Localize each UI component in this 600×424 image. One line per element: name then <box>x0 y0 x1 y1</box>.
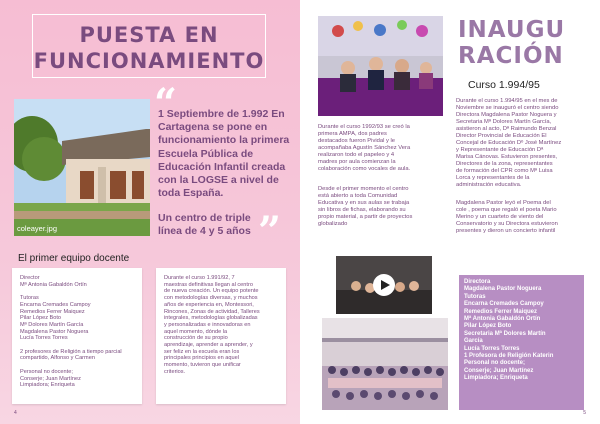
team-card-line <box>20 362 136 369</box>
staff-line: Limpiadora; Enriqueta <box>464 375 528 382</box>
team-card-line: Encarna Cremades Campoy <box>20 301 91 308</box>
staff-line: Personal no docente; <box>464 360 526 367</box>
ampa-line: Durante el curso 1992/93 se creó la <box>318 124 410 130</box>
community-paragraph <box>318 186 450 228</box>
inauguration-line: y Representante de Educación Dª <box>456 147 544 153</box>
page-number: 4 <box>14 410 17 416</box>
inauguration-line: asistieron al acto, Dª Raimundo Benzal <box>456 126 557 132</box>
ampa-line: primera AMPA, dos padres <box>318 131 387 137</box>
ampa-line: madres por aula comienzan la <box>318 159 396 165</box>
course-card-line: ser feliz en la escuela eran los <box>164 348 240 355</box>
ampa-paragraph <box>318 124 450 173</box>
staff-line: Encarna Cremades Campoy <box>464 301 544 308</box>
title-frame <box>32 14 266 78</box>
course-card-line: aprendizaje, aprender a aprender, y <box>164 342 253 349</box>
course-card-line: integrales, metodologías globalizadas <box>164 315 258 322</box>
team-card <box>12 268 142 404</box>
team-card-line: Mª Antonia Gabaldón Ortín <box>20 281 87 288</box>
course-card <box>156 268 286 404</box>
community-line: Educativa y en sus aulas se trabaja <box>318 200 410 206</box>
children-gym-illustration <box>322 318 448 410</box>
course-card-text <box>164 275 280 376</box>
course-card-line: Rincones, Zonas de actividad, Talleres <box>164 308 260 315</box>
staff-line: 1 Profesora de Religión Katerin <box>464 353 554 360</box>
inauguration-line: Lorca y representantes de la <box>456 175 530 181</box>
inauguration-line: Marisa Cánovas. Estuvieron presentes, <box>456 154 558 160</box>
course-title: Curso 1.994/95 <box>468 79 540 91</box>
inauguration-photo <box>318 16 443 116</box>
play-icon[interactable] <box>372 273 396 297</box>
course-card-line: construcción de su propio <box>164 335 228 342</box>
inauguration-line: administración educativa. <box>456 182 522 188</box>
inauguration-line: Noviembre se inauguró el centro siendo <box>456 105 559 111</box>
ampa-line: destacados fueron Pividal y le <box>318 138 396 144</box>
team-card-line: Remedios Ferrer Maiquez <box>20 308 85 315</box>
staff-line: Mª Antonia Gabaldón Ortín <box>464 316 541 323</box>
team-card-line: Personal no docente; <box>20 368 73 375</box>
team-card-line: Lucía Torres Torres <box>20 335 68 342</box>
community-line: está abierto a toda Comunidad <box>318 193 398 199</box>
children-gym-photo <box>322 318 448 410</box>
course-card-line: principales principios en aquel <box>164 355 239 362</box>
community-line: Desde el primer momento el centro <box>318 186 409 192</box>
staff-line: Conserje; Juan Martínez <box>464 367 534 374</box>
team-card-line: Pilar López Boto <box>20 315 62 322</box>
course-card-line: maestras definitivas llegan al centro <box>164 281 253 288</box>
close-quote-icon: ” <box>258 208 282 255</box>
open-quote-icon: “ <box>154 80 178 127</box>
page-number: 5 <box>583 410 586 416</box>
team-card-line <box>20 288 136 295</box>
poem-line: Merino y un cuarteto de viento del <box>456 214 544 220</box>
team-heading: El primer equipo docente <box>18 253 130 264</box>
inauguration-title-line-1: INAUGU <box>458 17 566 43</box>
course-card-line: de nueva creación. Un equipo potente <box>164 288 259 295</box>
founding-pullquote: 1 Septiembre de 1.992 En Cartagena se pone en funcionamiento la primera Escuela Pública de Educación Infantil creada con la LOGSE a nivel de toda España. <box>158 108 290 200</box>
team-card-line: 2 profesores de Religión a tiempo parcial <box>20 348 122 355</box>
staff-line: Pilar López Boto <box>464 323 512 330</box>
school-building-photo <box>14 99 150 236</box>
ampa-line: acompañaba Agustín Sánchez Vera <box>318 145 411 151</box>
inauguration-line: Durante el curso 1.994/95 en el mes de <box>456 98 558 104</box>
team-card-list <box>20 275 136 389</box>
team-card-line: Tutoras <box>20 295 39 302</box>
community-line: sin libros de fichas, elaborando su <box>318 207 406 213</box>
course-card-line: años de experiencia en, Montessori, <box>164 301 254 308</box>
staff-box <box>459 275 584 410</box>
staff-line: Secretaria Mª Dolores Martín <box>464 330 546 337</box>
poem-line: Magdalena Pastor leyó el Poema del <box>456 200 551 206</box>
course-card-line: aquel momento, dónde la <box>164 328 228 335</box>
photo-caption: coleayer.jpg <box>17 224 58 233</box>
team-card-line: Conserje; Juan Martínez <box>20 375 81 382</box>
ampa-line: colaboración como vocales de aula. <box>318 166 411 172</box>
poem-line: presentes y dieron un concierto infantil <box>456 228 556 234</box>
course-card-line: momento, tuvieron que unificar <box>164 362 241 369</box>
course-card-line: con metodologías diversas, y muchos <box>164 295 258 302</box>
inauguration-paragraph <box>456 98 596 189</box>
poem-line: cole , poema que regaló el poeta Mario <box>456 207 557 213</box>
page-title-line-2: FUNCIONAMIENTO <box>33 49 265 73</box>
staff-line: García <box>464 338 483 345</box>
course-card-line: Durante el curso 1.991/92, 7 <box>164 275 235 281</box>
team-card-line: Magdalena Pastor Noguera <box>20 328 89 335</box>
team-card-line <box>20 342 136 349</box>
poem-line: Conservatorio y su Directora estuvieron <box>456 221 558 227</box>
staff-line: Lucía Torres Torres <box>464 345 520 352</box>
community-line: globalizado <box>318 221 348 227</box>
inauguration-illustration <box>318 16 443 116</box>
staff-box-list <box>464 279 580 383</box>
video-thumbnail[interactable] <box>336 256 432 314</box>
staff-line: Directora <box>464 279 491 285</box>
team-card-line: compartido, Alfonso y Carmen <box>20 355 95 362</box>
course-card-line: criterios. <box>164 368 186 375</box>
team-card-line: Director <box>20 275 40 281</box>
poem-paragraph <box>456 200 596 235</box>
staff-line: Magdalena Pastor Noguera <box>464 286 542 293</box>
course-card-line: y personalizadas e innovadoras en <box>164 321 251 328</box>
staff-line: Remedios Ferrer Maiquez <box>464 308 538 315</box>
triple-line-pullquote: Un centro de triple línea de 4 y 5 años <box>158 212 251 238</box>
inauguration-line: Concejal de Educación Dº José Martínez <box>456 140 562 146</box>
community-line: propio material, a partir de proyectos <box>318 214 413 220</box>
ampa-line: realizaron todo el papeleo y 4 <box>318 152 395 158</box>
inauguration-line: Director Provincial de Educación El <box>456 133 547 139</box>
right-page <box>300 0 600 424</box>
inauguration-line: Secretaria Mª Dolores Martín García, <box>456 119 552 125</box>
inauguration-line: Directora Magdalena Pastor Noguera y <box>456 112 557 118</box>
staff-line: Tutoras <box>464 293 486 300</box>
inauguration-title-line-2: RACIÓN <box>458 43 564 69</box>
team-card-line: Limpiadora; Enriqueta <box>20 382 75 389</box>
school-building-illustration <box>14 99 150 236</box>
team-card-line: Mª Dolores Martín García <box>20 321 84 328</box>
inauguration-line: Directores de la zona, representantes <box>456 161 553 167</box>
inauguration-line: de formación del CPR como Mª Luisa <box>456 168 553 174</box>
page-title-line-1: PUESTA EN <box>79 23 219 47</box>
